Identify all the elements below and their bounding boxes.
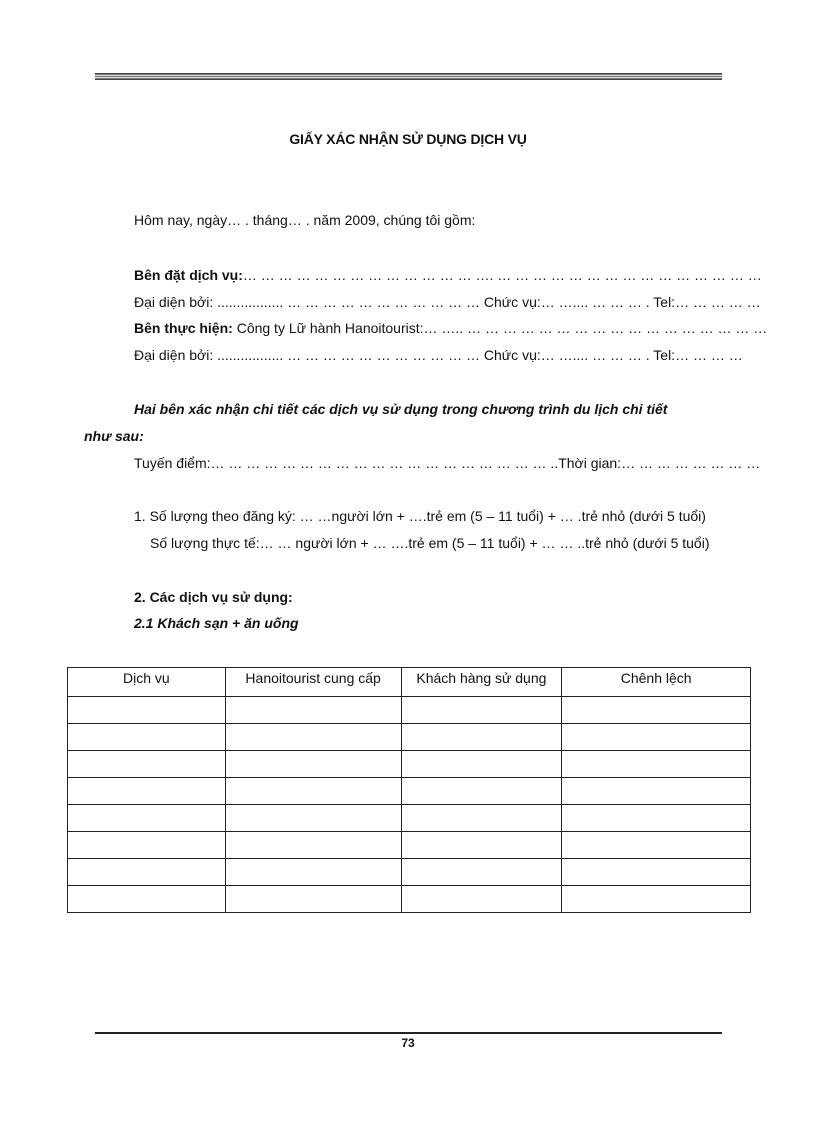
table-cell (68, 751, 226, 778)
table-cell (225, 778, 401, 805)
provider-line (134, 320, 767, 336)
table-row (68, 886, 751, 913)
table-row (68, 751, 751, 778)
table-cell (562, 859, 751, 886)
provider-representative-line: Đại diện bởi: ................. … … … … … … … … … … … Chức vụ:… ….... … … … . Tel:… … … … (134, 347, 743, 363)
table-cell (225, 697, 401, 724)
footer-rule (95, 1032, 722, 1034)
table-cell (225, 805, 401, 832)
table-cell (225, 751, 401, 778)
table-cell (401, 886, 562, 913)
registered-quantity-line: 1. Số lượng theo đăng ký: … …người lớn + ….trẻ em (5 – 11 tuổi) + … .trẻ nhỏ (dưới 5 tuổi) (134, 508, 706, 524)
table-cell (68, 778, 226, 805)
intro-line: Hôm nay, ngày… . tháng… . năm 2009, chúng tôi gồm: (134, 212, 476, 228)
table-header-row (68, 668, 751, 697)
table-cell (562, 697, 751, 724)
hotel-dining-subheading: 2.1 Khách sạn + ăn uống (134, 615, 299, 631)
table-cell (225, 886, 401, 913)
table-row (68, 832, 751, 859)
provider-label: Bên thực hiện: (134, 320, 233, 336)
actual-quantity-line: Số lượng thực tế:… … người lớn + … ….trẻ em (5 – 11 tuổi) + … … ..trẻ nhỏ (dưới 5 tuổi) (150, 535, 710, 551)
booking-party-line (134, 267, 762, 283)
table-cell (68, 886, 226, 913)
table-cell (225, 832, 401, 859)
table-cell (562, 832, 751, 859)
table-cell (401, 805, 562, 832)
header-difference: Chênh lệch (562, 668, 751, 697)
table-cell (225, 724, 401, 751)
header-used: Khách hàng sử dụng (401, 668, 562, 697)
table-cell (401, 859, 562, 886)
table-cell (68, 697, 226, 724)
table-cell (68, 832, 226, 859)
services-heading: 2. Các dịch vụ sử dụng: (134, 589, 293, 605)
table-cell (401, 832, 562, 859)
table-cell (562, 724, 751, 751)
booking-party-fill: … … … … … … … … … … … … … …. … … … … … … … … … … … … … … … (242, 267, 762, 283)
table-row (68, 724, 751, 751)
booking-representative-line: Đại diện bởi: ................. … … … … … … … … … … … Chức vụ:… ….... … … … . Tel:… … … … … (134, 294, 761, 310)
table-cell (401, 724, 562, 751)
services-table (67, 667, 751, 913)
page-number: 73 (401, 1036, 415, 1050)
confirm-line-1: Hai bên xác nhận chi tiết các dịch vụ sử dụng trong chương trình du lịch chi tiết (134, 401, 668, 417)
route-line: Tuyến điểm:… … … … … … … … … … … … … … … … … … … ..Thời gian:… … … … … … … … (134, 455, 761, 471)
document-title: GIẤY XÁC NHẬN SỬ DỤNG DỊCH VỤ (289, 131, 527, 147)
confirm-line-2: như sau: (84, 428, 144, 444)
header-rule (95, 73, 722, 80)
table-cell (68, 859, 226, 886)
table-cell (562, 778, 751, 805)
table-row (68, 697, 751, 724)
table-cell (401, 697, 562, 724)
booking-party-label: Bên đặt dịch vụ: (134, 267, 243, 283)
table-row (68, 859, 751, 886)
table-cell (562, 751, 751, 778)
table-row (68, 805, 751, 832)
table-row (68, 778, 751, 805)
table-cell (562, 805, 751, 832)
table-cell (225, 859, 401, 886)
table-cell (68, 805, 226, 832)
table-cell (401, 778, 562, 805)
table-cell (562, 886, 751, 913)
table-cell (68, 724, 226, 751)
provider-value: Công ty Lữ hành Hanoitourist:… ….. … … … … … … … … … … … … … … … … … (232, 320, 768, 336)
header-service: Dịch vụ (68, 668, 226, 697)
table-cell (401, 751, 562, 778)
header-provided: Hanoitourist cung cấp (225, 668, 401, 697)
